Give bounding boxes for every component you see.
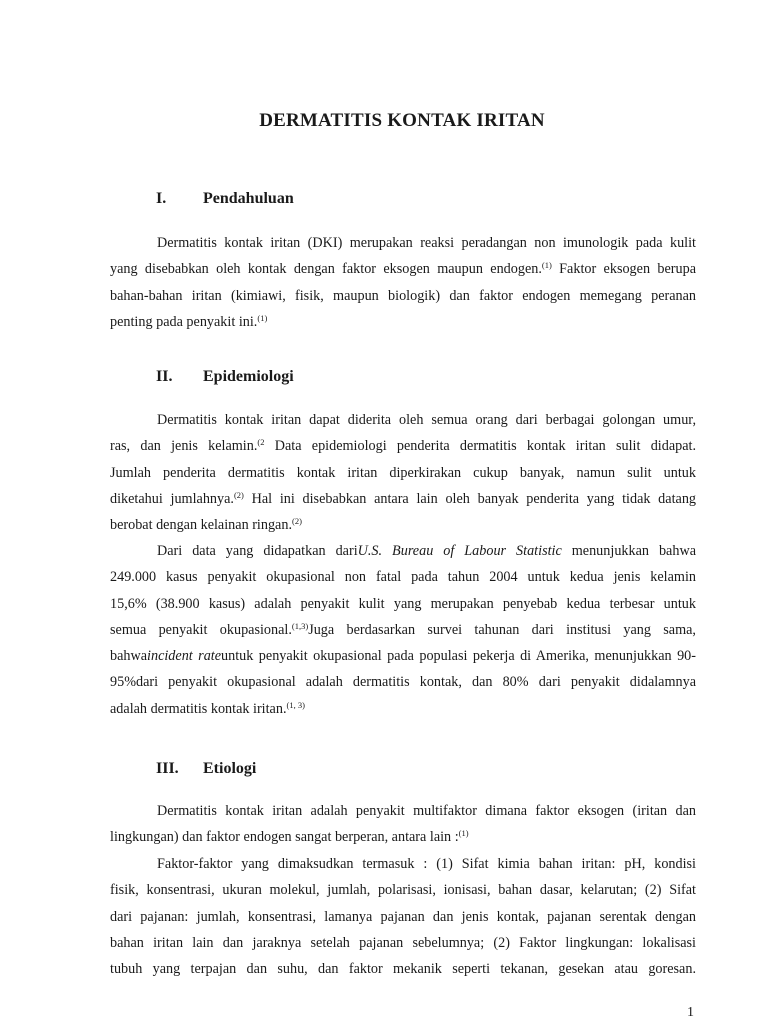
paragraph-epidemiologi-2 [110, 538, 696, 722]
section-number: III. [156, 760, 179, 777]
text-line: Dermatitis kontak iritan dapat diderita oleh semua orang dari berbagai golongan umur, [157, 412, 696, 428]
section-number: II. [156, 368, 173, 385]
text-line: semua penyakit okupasional.$^{(1,3)}$Juga berdasarkan survei tahunan dari institusi yang sama, [110, 620, 696, 638]
page-number: 1 [687, 1005, 694, 1020]
section-heading-pendahuluan [156, 190, 294, 208]
text-line: Jumlah penderita dermatitis kontak iritan diperkirakan cukup banyak, namun sulit untuk [110, 464, 696, 481]
paragraph-etiologi-1 [110, 798, 696, 851]
source-name: U.S. Bureau of Labour Statistic [357, 543, 562, 559]
paragraph-pendahuluan [110, 230, 696, 335]
text-line: ras, dan jenis kelamin.$^{(2}$ Data epidemiologi penderita dermatitis kontak iritan sulit didapat. [110, 437, 696, 455]
text-line: Dermatitis kontak iritan adalah penyakit multifaktor dimana faktor eksogen (iritan dan [157, 803, 696, 819]
text-line: tubuh yang terpajan dan suhu, dan faktor mekanik seperti tekanan, gesekan atau goresan. [110, 961, 696, 978]
citation: (1) [541, 260, 552, 271]
term-italic: incident rate [147, 648, 222, 665]
citation: (1) [257, 312, 268, 323]
text-line: adalah dermatitis kontak iritan.$^{(1, 3)}$ [110, 699, 305, 717]
text-line: berobat dengan kelainan ringan.$^{(2)}$ [110, 516, 302, 534]
citation: (2) [292, 516, 302, 527]
text-line: Dermatitis kontak iritan (DKI) merupakan reaksi peradangan non imunologik pada kulit [157, 235, 696, 251]
text-line: dari pajanan: jumlah, konsentrasi, lamanya pajanan dan jenis kontak, pajanan serentak dengan [110, 908, 696, 925]
citation: (1,3) [291, 620, 309, 631]
text-line: lingkungan) dan faktor endogen sangat berperan, antara lain :$^{(1)}$ [110, 828, 469, 846]
section-heading-etiologi [156, 760, 256, 778]
citation: (2) [233, 489, 244, 500]
text-line: 249.000 kasus penyakit okupasional non fatal pada tahun 2004 untuk kedua jenis kelamin [110, 569, 696, 586]
text-line: fisik, konsentrasi, ukuran molekul, jumlah, polarisasi, ionisasi, bahan dasar, kelarutan; (2) Sifat [110, 882, 696, 899]
text-line: Dari data yang didapatkan dariU.S. Bureau of Labour Statistic menunjukkan bahwa [157, 543, 696, 559]
text-line: 15,6% (38.900 kasus) adalah penyakit kulit yang merupakan penyebab kedua terbesar untuk [110, 595, 696, 612]
section-title: Pendahuluan [203, 190, 294, 207]
paragraph-etiologi-2 [110, 851, 696, 982]
citation: (1) [458, 828, 469, 839]
text-line: bahan iritan lain dan jaraknya setelah pajanan sebelumnya; (2) Faktor lingkungan: lokalisasi [110, 934, 696, 951]
citation: (1, 3) [286, 699, 305, 710]
paragraph-epidemiologi-1 [110, 407, 696, 538]
citation: (2 [257, 437, 265, 448]
text-line: 95%dari penyakit okupasional adalah dermatitis kontak, dan 80% dari penyakit didalamnya [110, 674, 696, 691]
document-title: DERMATITIS KONTAK IRITAN [259, 110, 545, 131]
text-line: penting pada penyakit ini.$^{(1)}$ [110, 312, 268, 330]
text-line: yang disebabkan oleh kontak dengan faktor eksogen maupun endogen.$^{(1)}$ Faktor eksogen berupa [110, 260, 696, 278]
section-number: I. [156, 190, 167, 207]
text-line: diketahui jumlahnya.$^{(2)}$ Hal ini disebabkan antara lain oleh banyak penderita yang tidak datang [110, 489, 697, 507]
section-heading-epidemiologi [156, 368, 294, 386]
section-title: Epidemiologi [203, 368, 294, 385]
text-line: Faktor-faktor yang dimaksudkan termasuk : (1) Sifat kimia bahan iritan: pH, kondisi [157, 856, 696, 872]
section-title: Etiologi [203, 760, 257, 777]
text-line: bahwaincident rateuntuk penyakit okupasional pada populasi pekerja di Amerika, menunjukkan 90- [110, 648, 696, 665]
text-line: bahan-bahan iritan (kimiawi, fisik, maupun biologik) dan faktor endogen memegang peranan [110, 287, 696, 304]
